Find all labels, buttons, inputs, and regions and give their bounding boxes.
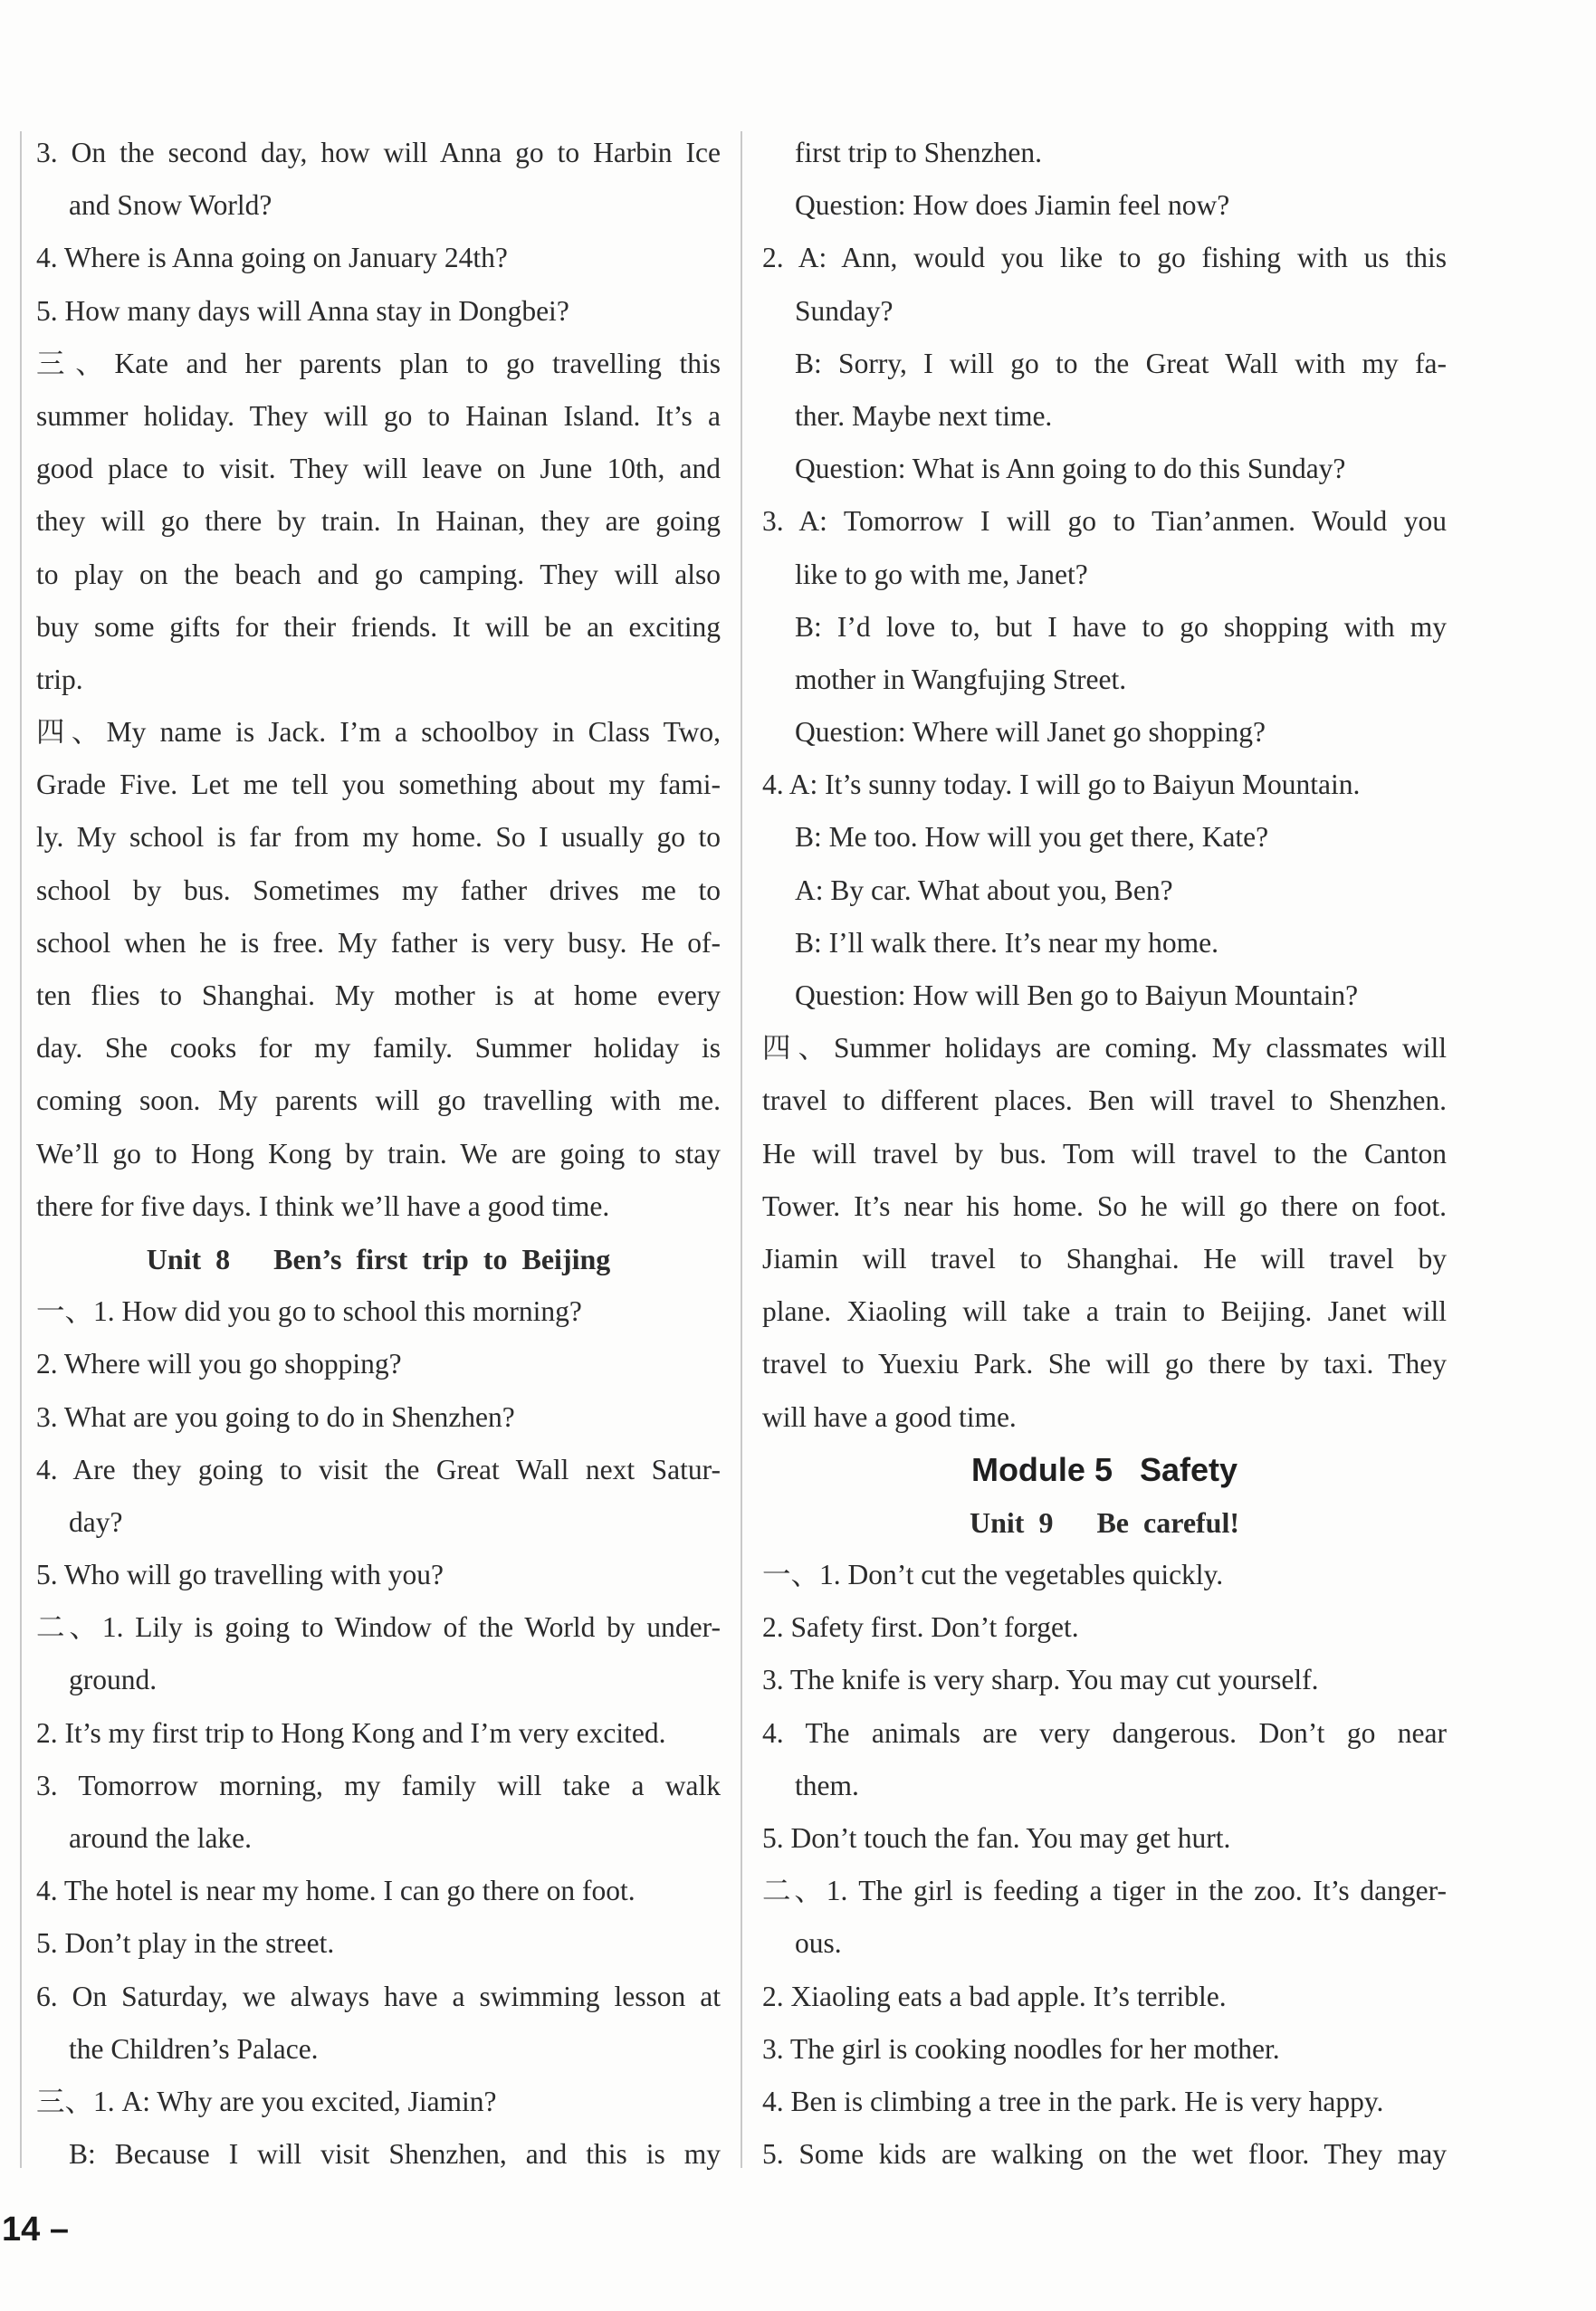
- text-line: 四、My name is Jack. I’m a schoolboy in Class Two,: [36, 716, 721, 749]
- text-line: 四、Summer holidays are coming. My classmates will: [762, 1032, 1447, 1065]
- text-line: 5. Don’t touch the fan. You may get hurt.: [762, 1822, 1231, 1854]
- text-line: 3. On the second day, how will Anna go to Harbin Ice: [36, 137, 721, 168]
- text-line: ther. Maybe next time.: [795, 399, 1053, 432]
- text-line: 三、Kate and her parents plan to go travelling this: [36, 347, 721, 379]
- text-line: 一、1. Don’t cut the vegetables quickly.: [762, 1559, 1224, 1591]
- text-line: Sunday?: [795, 294, 894, 327]
- module-heading: Module 5 Safety: [970, 1450, 1238, 1488]
- text-line: 4. The hotel is near my home. I can go there on foot.: [36, 1875, 636, 1907]
- text-line: they will go there by train. In Hainan, they are going: [36, 505, 721, 538]
- text-line: travel to Yuexiu Park. She will go there by taxi. They: [762, 1348, 1447, 1380]
- text-line: 2. Where will you go shopping?: [36, 1348, 402, 1380]
- text-line: like to go with me, Janet?: [795, 558, 1088, 590]
- text-line: there for five days. I think we’ll have a good time.: [36, 1189, 610, 1222]
- text-line: ground.: [69, 1664, 158, 1696]
- left-column: [36, 127, 721, 2181]
- text-line: Jiamin will travel to Shanghai. He will travel by: [762, 1242, 1447, 1275]
- text-line: school by bus. Sometimes my father drives me to: [36, 874, 721, 906]
- text-line: He will travel by bus. Tom will travel to the Canton: [762, 1137, 1447, 1170]
- text-line: Question: Where will Janet go shopping?: [795, 716, 1266, 749]
- text-line: 3. Tomorrow morning, my family will take a walk: [36, 1769, 721, 1801]
- text-line: plane. Xiaoling will take a train to Beijing. Janet will: [762, 1295, 1447, 1328]
- text-line: Question: How will Ben go to Baiyun Mountain?: [795, 979, 1359, 1011]
- right-column: [762, 127, 1447, 2181]
- unit-heading: Unit 9 Be careful!: [969, 1505, 1240, 1539]
- text-line: 5. Who will go travelling with you?: [36, 1559, 444, 1591]
- text-line: good place to visit. They will leave on June 10th, and: [36, 453, 721, 485]
- page-number: 14 –: [2, 2211, 69, 2249]
- text-line: 6. On Saturday, we always have a swimming lesson at: [36, 1980, 721, 2012]
- text-line: 4. A: It’s sunny today. I will go to Baiyun Mountain.: [762, 769, 1361, 801]
- text-line: 一、1. How did you go to school this morning?: [36, 1295, 582, 1328]
- text-line: Grade Five. Let me tell you something about my fami-: [36, 769, 721, 801]
- text-line: ten flies to Shanghai. My mother is at home every: [36, 979, 721, 1011]
- text-line: 2. Safety first. Don’t forget.: [762, 1611, 1079, 1644]
- text-line: buy some gifts for their friends. It will be an exciting: [36, 610, 721, 643]
- text-line: Tower. It’s near his home. So he will go there on foot.: [762, 1189, 1447, 1222]
- text-line: B: Sorry, I will go to the Great Wall with my fa-: [795, 347, 1447, 379]
- text-line: 2. Xiaoling eats a bad apple. It’s terrible.: [762, 1980, 1227, 2012]
- text-line: 三、1. A: Why are you excited, Jiamin?: [36, 2085, 497, 2117]
- text-line: and Snow World?: [69, 189, 272, 222]
- text-line: Question: What is Ann going to do this Sunday?: [795, 453, 1346, 485]
- text-line: 2. A: Ann, would you like to go fishing with us this: [762, 242, 1447, 274]
- text-line: 4. Ben is climbing a tree in the park. He is very happy.: [762, 2085, 1384, 2117]
- text-line: 3. The knife is very sharp. You may cut yourself.: [762, 1664, 1319, 1696]
- text-line: 4. Where is Anna going on January 24th?: [36, 242, 508, 274]
- column-divider-center: [741, 131, 742, 2168]
- text-line: trip.: [36, 663, 83, 695]
- text-line: will have a good time.: [762, 1400, 1017, 1433]
- text-line: day?: [69, 1505, 123, 1538]
- text-line: to play on the beach and go camping. They will also: [36, 558, 721, 590]
- text-line: B: I’ll walk there. It’s near my home.: [795, 926, 1219, 959]
- text-line: them.: [795, 1769, 859, 1801]
- text-line: travel to different places. Ben will travel to Shenzhen.: [762, 1084, 1447, 1117]
- text-line: 二、1. Lily is going to Window of the World by under-: [36, 1611, 721, 1644]
- text-line: ous.: [795, 1927, 842, 1960]
- text-line: 5. Don’t play in the street.: [36, 1927, 335, 1960]
- text-line: 4. The animals are very dangerous. Don’t go near: [762, 1716, 1447, 1749]
- text-line: B: I’d love to, but I have to go shopping with my: [795, 610, 1447, 643]
- text-line: summer holiday. They will go to Hainan Island. It’s a: [36, 399, 721, 432]
- text-line: 3. What are you going to do in Shenzhen?: [36, 1400, 515, 1433]
- text-line: Question: How does Jiamin feel now?: [795, 189, 1230, 222]
- text-line: 3. A: Tomorrow I will go to Tian’anmen. Would you: [762, 505, 1447, 538]
- text-line: mother in Wangfujing Street.: [795, 663, 1127, 695]
- text-line: B: Me too. How will you get there, Kate?: [795, 821, 1269, 854]
- text-line: coming soon. My parents will go travelling with me.: [36, 1084, 721, 1117]
- column-divider-left: [20, 131, 22, 2168]
- text-line: day. She cooks for my family. Summer holiday is: [36, 1032, 721, 1065]
- text-line: 4. Are they going to visit the Great Wall next Satur-: [36, 1453, 721, 1485]
- text-line: 5. Some kids are walking on the wet floor. They may: [762, 2138, 1447, 2171]
- text-line: A: By car. What about you, Ben?: [795, 874, 1173, 906]
- text-line: the Children’s Palace.: [69, 2032, 319, 2065]
- text-line: ly. My school is far from my home. So I usually go to: [36, 821, 721, 854]
- text-line: around the lake.: [69, 1822, 253, 1854]
- text-line: school when he is free. My father is very busy. He of-: [36, 926, 721, 959]
- text-line: We’ll go to Hong Kong by train. We are going to stay: [36, 1137, 721, 1170]
- text-line: 二、1. The girl is feeding a tiger in the zoo. It’s danger-: [762, 1875, 1447, 1907]
- text-line: 3. The girl is cooking noodles for her mother.: [762, 2032, 1280, 2065]
- unit-heading: Unit 8 Ben’s first trip to Beijing: [146, 1242, 611, 1275]
- text-line: 5. How many days will Anna stay in Dongbei?: [36, 294, 569, 327]
- text-line: 2. It’s my first trip to Hong Kong and I’m very excited.: [36, 1716, 666, 1749]
- text-line: first trip to Shenzhen.: [795, 137, 1042, 168]
- text-line: B: Because I will visit Shenzhen, and this is my: [69, 2138, 721, 2171]
